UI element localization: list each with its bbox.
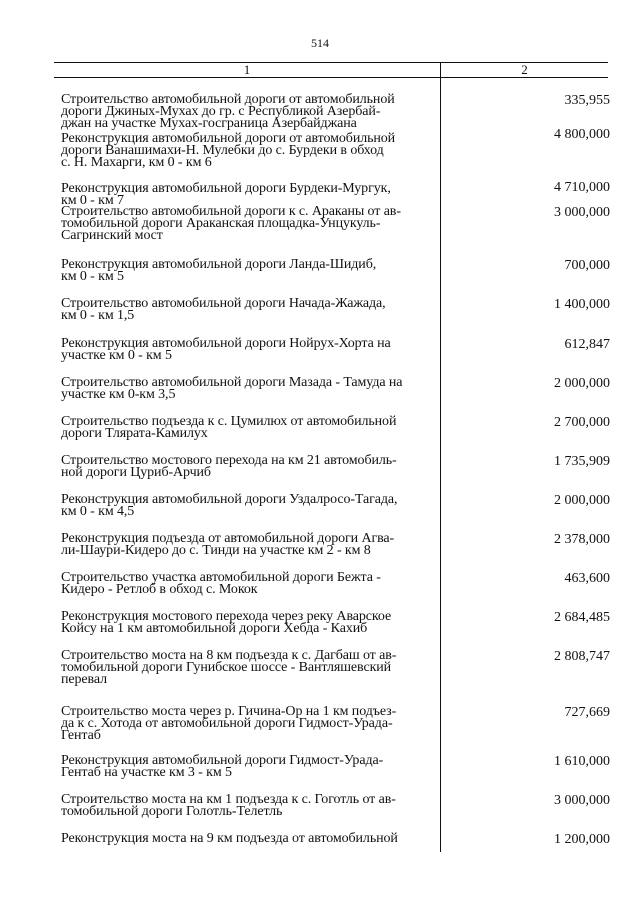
- table-row-description: Строительство моста через р. Гичина-Ор на 1 км подъез- да к с. Хотода от автомобильной дороги Гидмост-Урада- Гентаб: [61, 704, 397, 743]
- table-row-value: 2 000,000: [554, 376, 610, 391]
- table-row-description: Реконструкция автомобильной дороги Бурдеки-Мургук, км 0 - км 7: [61, 181, 391, 208]
- table-row-description: Реконструкция автомобильной дороги Нойрух-Хорта на участке км 0 - км 5: [61, 336, 391, 363]
- table-row-value: 2 700,000: [554, 415, 610, 430]
- table-row-value: 700,000: [564, 258, 610, 273]
- table-row-description: Строительство моста на км 1 подъезда к с. Гоготль от ав- томобильной дороги Голотль-Телетль: [61, 792, 396, 819]
- table-row-value: 1 400,000: [554, 297, 610, 312]
- table-row-description: Реконструкция автомобильной дороги от автомобильной дороги Ванашимахи-Н. Мулебки до с. Бурдеки в обход с. Н. Махарги, км 0 - км 6: [61, 131, 396, 170]
- table-row-value: 3 000,000: [554, 793, 610, 808]
- table-row-value: 335,955: [564, 93, 610, 108]
- table-row-description: Реконструкция мостового перехода через реку Аварское Койсу на 1 км автомобильной дороги Хебда - Кахиб: [61, 609, 392, 636]
- column-divider-bottom: [440, 828, 441, 850]
- table-row-value: 612,847: [564, 337, 610, 352]
- column-header-1: 1: [243, 62, 251, 77]
- table-row-description: Строительство моста на 8 км подъезда к с. Дагбаш от ав- томобильной дороги Гунибское шоссе - Вантляшевский перевал: [61, 648, 397, 687]
- table-row-description: Реконструкция подъезда от автомобильной дороги Агва- ли-Шаури-Кидеро до с. Тинди на участке км 2 - км 8: [61, 531, 395, 558]
- table-row-description: Строительство подъезда к с. Цумилюх от автомобильной дороги Тлярата-Камилух: [61, 414, 397, 441]
- table-row-description: Строительство автомобильной дороги к с. Араканы от ав- томобильной дороги Араканская площадка-Унцукуль- Сагринский мост: [61, 204, 401, 243]
- table-row-value: 4 710,000: [554, 180, 610, 195]
- table-row-value: 4 800,000: [554, 127, 610, 142]
- table-row-description: Строительство автомобильной дороги Мазада - Тамуда на участке км 0-км 3,5: [61, 375, 403, 402]
- table-row-description: Реконструкция автомобильной дороги Гидмост-Урада- Гентаб на участке км 3 - км 5: [61, 753, 384, 780]
- table-row-value: 1 610,000: [554, 754, 610, 769]
- table-row-description: Реконструкция автомобильной дороги Уздалросо-Тагада, км 0 - км 4,5: [61, 492, 398, 519]
- table-row-value: 3 000,000: [554, 205, 610, 220]
- page-number: 514: [311, 36, 329, 50]
- table-row-value: 2 684,485: [554, 610, 610, 625]
- table-row-value: 463,600: [564, 571, 610, 586]
- table-row-value: 727,669: [564, 705, 610, 720]
- table-row-description: Строительство мостового перехода на км 21 автомобиль- ной дороги Цуриб-Арчиб: [61, 453, 397, 480]
- table-row-description: Строительство участка автомобильной дороги Бежта - Кидеро - Ретлоб в обход с. Мокок: [61, 570, 381, 597]
- table-row-description: Строительство автомобильной дороги от автомобильной дороги Джиных-Мухах до гр. с Республикой Азербай- джан на участке Мухах-госграница Азербайджана: [61, 92, 395, 131]
- table-row-value: 2 378,000: [554, 532, 610, 547]
- table-row-description: Реконструкция моста на 9 км подъезда от автомобильной: [61, 831, 398, 846]
- column-divider: [440, 62, 441, 852]
- table-row-value: 1 735,909: [554, 454, 610, 469]
- table-row-value: 1 200,000: [554, 832, 610, 847]
- table-row-value: 2 000,000: [554, 493, 610, 508]
- column-header-2: 2: [521, 62, 528, 77]
- table-row-description: Строительство автомобильной дороги Начада-Жажада, км 0 - км 1,5: [61, 296, 386, 323]
- table-row-value: 2 808,747: [554, 649, 610, 664]
- table-row-description: Реконструкция автомобильной дороги Ланда-Шидиб, км 0 - км 5: [61, 257, 377, 284]
